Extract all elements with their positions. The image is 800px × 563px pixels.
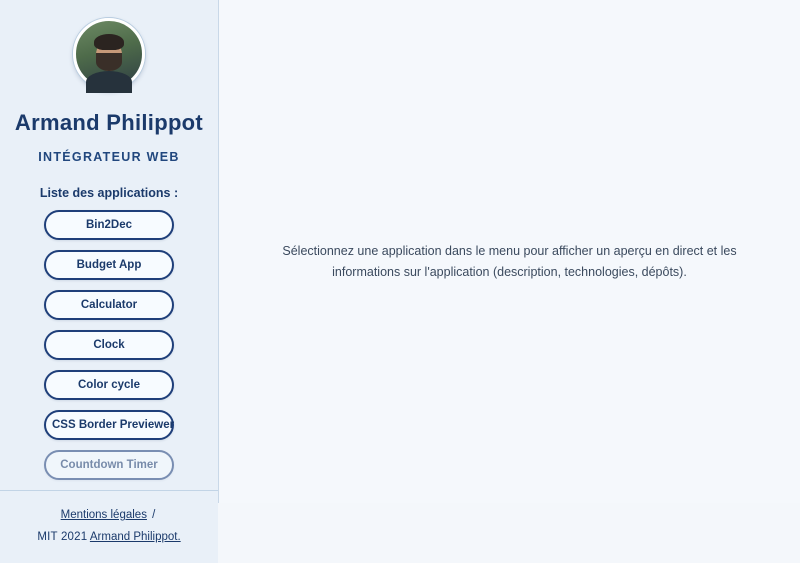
footer-separator: / xyxy=(152,509,156,522)
page-title: Armand Philippot xyxy=(14,110,204,135)
sidebar-scroll-area[interactable] xyxy=(0,0,218,490)
list-item xyxy=(44,250,174,280)
copyright-year: 2021 xyxy=(60,530,88,543)
author-link[interactable]: Armand Philippot. xyxy=(89,530,181,543)
avatar-beard-shape xyxy=(96,53,122,71)
main-content xyxy=(219,0,800,503)
sidebar-item-color-cycle[interactable]: Color cycle xyxy=(44,370,174,400)
sidebar-item-budget-app[interactable]: Budget App xyxy=(44,250,174,280)
sidebar xyxy=(0,0,219,543)
avatar xyxy=(73,18,145,90)
sidebar-item-countdown-timer[interactable]: Countdown Timer xyxy=(44,450,174,480)
apps-list-label: Liste des applications : xyxy=(39,186,179,201)
avatar-body-shape xyxy=(86,71,132,93)
list-item xyxy=(44,290,174,320)
list-item xyxy=(44,450,174,480)
list-item xyxy=(44,210,174,240)
sidebar-item-clock[interactable]: Clock xyxy=(44,330,174,360)
empty-state-message: Sélectionnez une application dans le menu pour afficher un aperçu en direct et les informations sur l'application (description, technologies, dépôts). xyxy=(282,243,737,280)
avatar-hair-shape xyxy=(94,34,124,50)
app-list xyxy=(12,210,206,490)
sidebar-item-bin2dec[interactable]: Bin2Dec xyxy=(44,210,174,240)
sidebar-footer xyxy=(0,490,218,563)
list-item xyxy=(44,370,174,400)
footer-legal-row xyxy=(10,505,208,527)
job-title: INTÉGRATEUR WEB xyxy=(38,150,180,165)
sidebar-item-calculator[interactable]: Calculator xyxy=(44,290,174,320)
list-item xyxy=(44,410,174,440)
license-label: MIT xyxy=(37,530,58,543)
footer-license-row xyxy=(10,527,208,549)
legal-notice-link[interactable]: Mentions légales xyxy=(60,509,147,522)
list-item xyxy=(44,330,174,360)
sidebar-item-css-border-previewer[interactable]: CSS Border Previewer xyxy=(44,410,174,440)
